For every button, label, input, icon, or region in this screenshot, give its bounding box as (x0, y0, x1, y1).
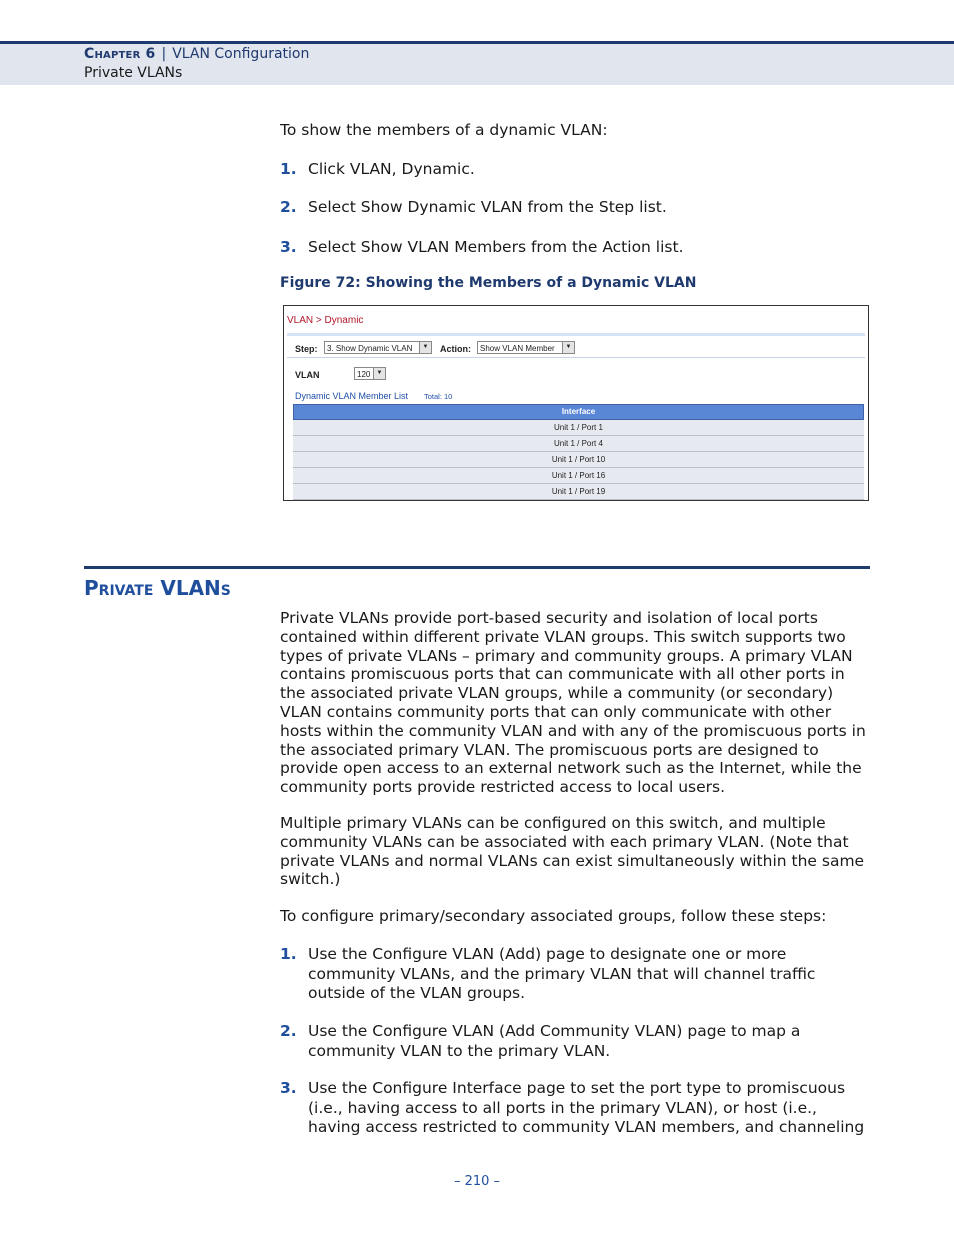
section-title: Private VLANs (84, 576, 231, 600)
form-divider (287, 357, 865, 358)
table-row: Unit 1 / Port 10 (293, 452, 864, 468)
chevron-down-icon[interactable]: ▼ (562, 342, 574, 353)
step-number: 2. (280, 1022, 297, 1040)
header-separator: | (161, 46, 167, 62)
step-number: 2. (280, 198, 297, 216)
step-label: Step: (295, 344, 318, 354)
step-text: Click VLAN, Dynamic. (308, 160, 475, 178)
chapter-label: Chapter 6 (84, 46, 156, 62)
action-label: Action: (440, 344, 471, 354)
step-text: Use the Configure VLAN (Add Community VLAN) page to map a community VLAN to the primary VLAN. (308, 1022, 801, 1060)
vlan-label: VLAN (295, 370, 320, 380)
step-number: 3. (280, 1079, 297, 1097)
screen-title: VLAN > Dynamic (287, 315, 364, 326)
step-text: Select Show Dynamic VLAN from the Step list. (308, 198, 667, 216)
figure-caption: Figure 72: Showing the Members of a Dynamic VLAN (280, 275, 697, 291)
member-list-total: Total: 10 (424, 392, 453, 401)
chapter-heading (84, 46, 309, 62)
vlan-select-value: 120 (357, 370, 371, 379)
figure-screenshot (283, 305, 869, 501)
section-divider (84, 566, 870, 569)
table-row: Unit 1 / Port 4 (293, 436, 864, 452)
member-table (293, 404, 864, 500)
step-select[interactable] (324, 341, 432, 354)
member-list-title: Dynamic VLAN Member List (295, 391, 409, 401)
intro-text: To show the members of a dynamic VLAN: (280, 121, 608, 139)
vlan-select[interactable] (354, 367, 386, 380)
step-text: Use the Configure VLAN (Add) page to designate one or more community VLANs, and the primary VLAN that will channel traffic outside of the VLAN groups. (308, 945, 816, 1002)
title-divider (287, 333, 865, 336)
step-number: 1. (280, 945, 297, 963)
table-row: Unit 1 / Port 16 (293, 468, 864, 484)
body-paragraph: To configure primary/secondary associated groups, follow these steps: (280, 907, 827, 925)
chevron-down-icon[interactable]: ▼ (373, 368, 385, 379)
step-number: 3. (280, 238, 297, 256)
step-number: 1. (280, 160, 297, 178)
chevron-down-icon[interactable]: ▼ (419, 342, 431, 353)
section-breadcrumb: Private VLANs (84, 65, 183, 81)
step-select-value: 3. Show Dynamic VLAN (327, 344, 413, 353)
column-header-interface: Interface (293, 404, 864, 420)
body-paragraph: Private VLANs provide port-based security and isolation of local ports contained within different private VLAN groups. This switch supports two types of private VLANs – primary and community groups. A primary VLAN contains promiscuous ports that can communicate with all other ports in the associated private VLAN groups, while a community (or secondary) VLAN contains community ports that can only communicate with other hosts within the community VLAN and with any of the promiscuous ports in the associated primary VLAN. The promiscuous ports are designed to provide open access to an external network such as the Internet, while the community ports provide restricted access to local users. (280, 609, 866, 797)
table-row: Unit 1 / Port 1 (293, 420, 864, 436)
page-number: – 210 – (453, 1174, 501, 1189)
step-text: Select Show VLAN Members from the Action list. (308, 238, 684, 256)
table-row: Unit 1 / Port 19 (293, 484, 864, 500)
step-text: Use the Configure Interface page to set the port type to promiscuous (i.e., having access to all ports in the primary VLAN), or host (i.e., having access restricted to community VLAN members, and channeling (308, 1079, 865, 1136)
body-paragraph: Multiple primary VLANs can be configured on this switch, and multiple community VLANs can be associated with each primary VLAN. (Note that private VLANs and normal VLANs can exist simultaneously within the same switch.) (280, 814, 865, 889)
action-select-value: Show VLAN Member (480, 344, 555, 353)
action-select[interactable] (477, 341, 575, 354)
chapter-title: VLAN Configuration (172, 46, 310, 62)
